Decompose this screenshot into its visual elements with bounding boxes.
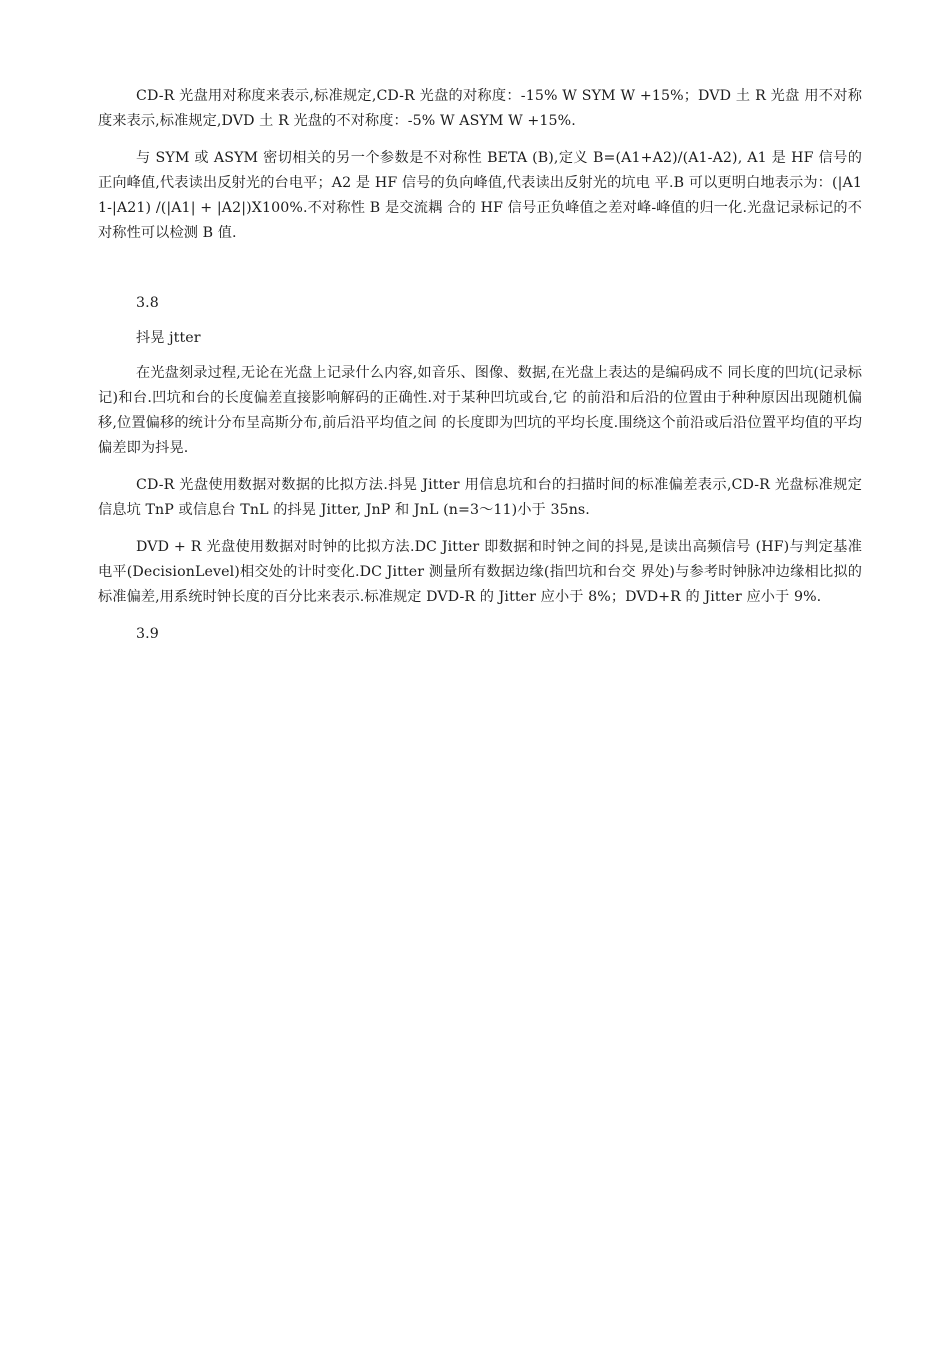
section-title-jitter: 抖晃 jtter <box>136 330 201 346</box>
spacer <box>98 351 862 361</box>
paragraph-symmetry: CD-R 光盘用对称度来表示,标准规定,CD-R 光盘的对称度：-15% W SYM W +15%；DVD 土 R 光盘 用不对称度来表示,标准规定,DVD 土 R 光盘的不对称度：-5% W ASYM W +15%. <box>98 88 862 129</box>
spacer <box>98 258 862 291</box>
spacer <box>98 316 862 326</box>
paragraph-beta-asymmetry: 与 SYM 或 ASYM 密切相关的另一个参数是不对称性 BETA (B),定义 B=(A1+A2)/(A1-A2), A1 是 HF 信号的正向峰值,代表读出反射光的台电平；A2 是 HF 信号的负向峰值,代表读出反射光的坑电 平.B 可以更明白地表示为：(|A11-|A21) /(|A1| + |A2|)X100%.不对称性 B 是交流耦 合的 HF 信号正负峰值之差对峰-峰值的归一化.光盘记录标记的不对称性可以检测 B 值. <box>98 150 862 241</box>
paragraph-jitter-definition: 在光盘刻录过程,无论在光盘上记录什么内容,如音乐、图像、数据,在光盘上表达的是编码成不 同长度的凹坑(记录标记)和台.凹坑和台的长度偏差直接影响解码的正确性.对于某种凹坑或台,它 的前沿和后沿的位置由于种种原因出现随机偏移,位置偏移的统计分布呈高斯分布,前后沿平均值之间 的长度即为凹坑的平均长度.围绕这个前沿或后沿位置平均值的平均偏差即为抖晃. <box>98 365 862 456</box>
section-number-3-9: 3.9 <box>136 626 159 642</box>
document-body <box>98 84 862 647</box>
paragraph-dvdr-jitter: DVD + R 光盘使用数据对时钟的比拟方法.DC Jitter 即数据和时钟之间的抖晃,是读出高频信号 (HF)与判定基准电平(DecisionLevel)相交处的计时变化.DC Jitter 测量所有数据边缘(指凹坑和台交 界处)与参考时钟脉冲边缘相比拟的标准偏差,用系统时钟长度的百分比来表示.标准规定 DVD-R 的 Jitter 应小于 8%；DVD+R 的 Jitter 应小于 9%. <box>98 539 862 605</box>
paragraph-cdr-jitter: CD-R 光盘使用数据对数据的比拟方法.抖晃 Jitter 用信息坑和台的扫描时间的标准偏差表示,CD-R 光盘标准规定信息坑 TnP 或信息台 TnL 的抖晃 Jitter, JnP 和 JnL (n=3〜11)小于 35ns. <box>98 477 862 518</box>
section-number-3-8: 3.8 <box>136 295 159 311</box>
